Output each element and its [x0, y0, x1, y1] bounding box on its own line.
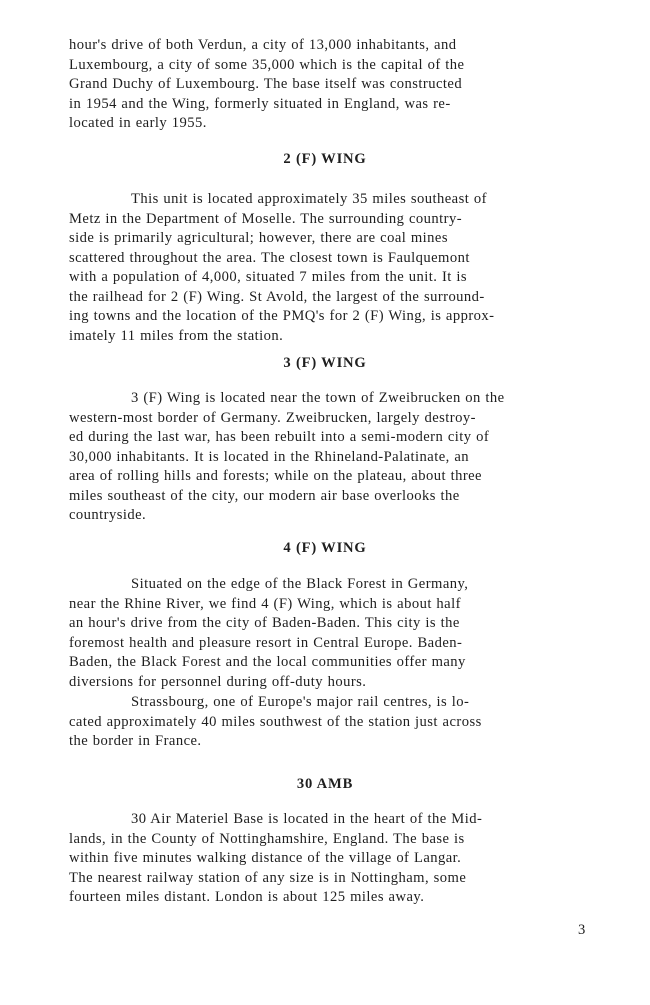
text-line: This unit is located approximately 35 miles southeast of: [131, 191, 487, 207]
text-line: The nearest railway station of any size is in Nottingham, some: [69, 869, 467, 886]
text-line: Luxembourg, a city of some 35,000 which is the capital of the: [69, 56, 465, 73]
text-line: an hour's drive from the city of Baden-Baden. This city is the: [69, 615, 460, 631]
text-line: 3 (F) Wing is located near the town of Zweibrucken on the: [131, 390, 505, 406]
text-line: western-most border of Germany. Zweibrucken, largely destroy-: [69, 409, 476, 426]
text-line: imately 11 miles from the station.: [69, 327, 284, 344]
text-line: Situated on the edge of the Black Forest in Germany,: [131, 576, 469, 592]
section-paragraph: [69, 575, 621, 692]
section-heading-2-f-wing: 2 (F) WING: [283, 151, 367, 167]
text-line: lands, in the County of Nottinghamshire, England. The base is: [69, 830, 465, 847]
text-line: diversions for personnel during off-duty hours.: [69, 673, 367, 690]
text-line: countryside.: [69, 507, 147, 523]
intro-paragraph: [69, 36, 621, 134]
text-line: side is primarily agricultural; however, there are coal mines: [69, 230, 448, 246]
text-line: Strassbourg, one of Europe's major rail centres, is lo-: [131, 694, 470, 710]
section-paragraph: [69, 190, 621, 346]
text-line: hour's drive of both Verdun, a city of 13,000 inhabitants, and: [69, 37, 457, 53]
text-line: located in early 1955.: [69, 115, 207, 131]
text-line: 30 Air Materiel Base is located in the heart of the Mid-: [131, 811, 483, 827]
text-line: cated approximately 40 miles southwest of the station just across: [69, 713, 482, 730]
text-line: the border in France.: [69, 733, 202, 749]
text-line: within five minutes walking distance of the village of Langar.: [69, 850, 462, 866]
text-line: scattered throughout the area. The closest town is Faulquemont: [69, 249, 470, 266]
text-line: with a population of 4,000, situated 7 miles from the unit. It is: [69, 269, 468, 285]
text-line: near the Rhine River, we find 4 (F) Wing, which is about half: [69, 595, 461, 612]
section-paragraph: [69, 810, 621, 908]
text-line: area of rolling hills and forests; while on the plateau, about three: [69, 468, 482, 484]
section-paragraph: [69, 693, 621, 752]
page-number: 3: [578, 922, 586, 938]
text-line: Metz in the Department of Moselle. The surrounding country-: [69, 210, 463, 227]
text-line: Grand Duchy of Luxembourg. The base itself was constructed: [69, 76, 463, 92]
section-heading-3-f-wing: 3 (F) WING: [283, 355, 367, 371]
section-heading-4-f-wing: 4 (F) WING: [283, 540, 367, 556]
text-line: fourteen miles distant. London is about 125 miles away.: [69, 889, 425, 905]
text-line: miles southeast of the city, our modern air base overlooks the: [69, 487, 460, 504]
text-line: ing towns and the location of the PMQ's for 2 (F) Wing, is approx-: [69, 308, 495, 324]
text-line: Baden, the Black Forest and the local communities offer many: [69, 654, 466, 670]
text-line: ed during the last war, has been rebuilt into a semi-modern city of: [69, 429, 490, 445]
section-paragraph: [69, 389, 621, 526]
section-heading-30-amb: 30 AMB: [296, 776, 354, 792]
text-line: foremost health and pleasure resort in Central Europe. Baden-: [69, 634, 463, 651]
text-line: in 1954 and the Wing, formerly situated in England, was re-: [69, 95, 451, 112]
text-line: 30,000 inhabitants. It is located in the Rhineland-Palatinate, an: [69, 448, 470, 465]
text-line: the railhead for 2 (F) Wing. St Avold, the largest of the surround-: [69, 288, 485, 305]
